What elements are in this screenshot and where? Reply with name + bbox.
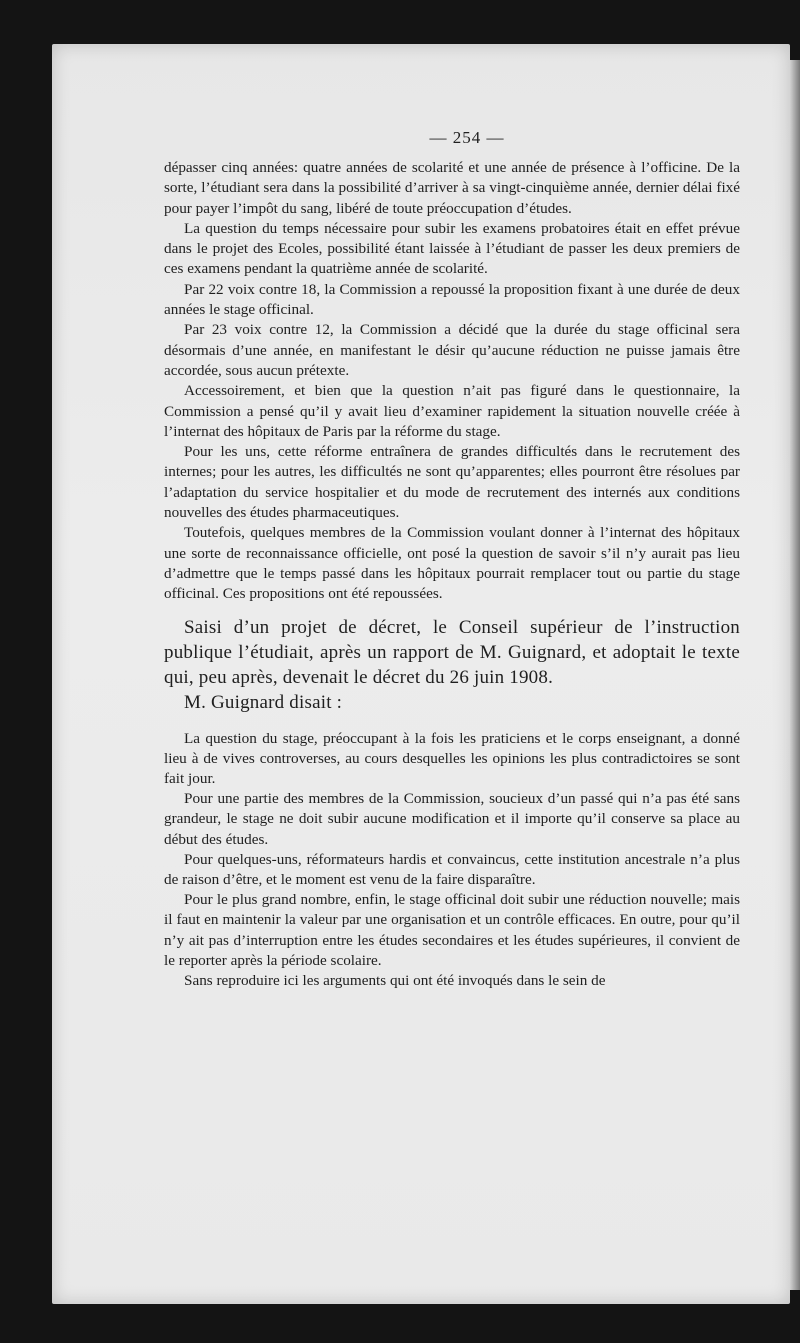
quote-paragraph: Pour quelques-uns, réformateurs hardis et convaincus, cette institution ancestrale n’a plus de raison d’être, et le moment est venu de la faire disparaître. [164,850,740,888]
quote-paragraph: Pour le plus grand nombre, enfin, le stage officinal doit subir une réduction nouvelle; mais il faut en maintenir la valeur par une organisation et un contrôle efficaces. En outre, pour qu’il n’y ait pas d’interruption entre les études secondaires et les études supérieures, il convient de le reporter après la période scolaire. [164,891,740,969]
page-content [164,128,740,991]
paragraph: Toutefois, quelques membres de la Commission voulant donner à l’internat des hôpitaux une sorte de reconnaissance officielle, ont posé la question de savoir s’il n’y aurait pas lieu d’admettre que le temps passé dans les hôpitaux pourrait remplacer tout ou partie du stage officinal. Ces propositions ont été repoussées. [164,524,740,603]
page-number: — 254 — [429,128,505,147]
paragraph: Par 22 voix contre 18, la Commission a repoussé la proposition fixant à une durée de deux années le stage officinal. [164,280,740,319]
paragraph: Accessoirement, et bien que la question n’ait pas figuré dans le questionnaire, la Commission a pensé qu’il y avait lieu d’examiner rapidement la situation nouvelle créée à l’internat des hôpitaux de Paris par la réforme du stage. [164,382,740,440]
quote-paragraph: Sans reproduire ici les arguments qui ont été invoqués dans le sein de [184,971,606,989]
quote-paragraph: La question du stage, préoccupant à la fois les praticiens et le corps enseignant, a donné lieu à de vives controverses, au cours desquelles les opinions les plus contradictoires se sont fait jour. [164,729,740,787]
speaker-intro: M. Guignard disait : [184,691,343,713]
paragraph: Par 23 voix contre 12, la Commission a décidé que la durée du stage officinal sera désormais d’une année, en manifestant le désir qu’aucune réduction ne puisse jamais être accordée, sous aucun prétexte. [164,321,740,379]
narrative-text [164,615,740,715]
paragraph: Pour les uns, cette réforme entraînera de grandes difficultés dans le recrutement des internes; pour les autres, les difficultés ne sont qu’apparentes; elles pourront être résolues par l’adaptation du service hospitalier et du mode de recrutement des internés aux conditions nouvelles des études pharmaceutiques. [164,443,740,522]
narrative-paragraph: Saisi d’un projet de décret, le Conseil supérieur de l’instruction publique l’étudiait, après un rapport de M. Guignard, et adoptait le texte qui, peu après, devenait le décret du 26 juin 1908. [164,616,740,688]
quoted-report [164,729,740,992]
quote-paragraph: Pour une partie des membres de la Commission, soucieux d’un passé qui n’a pas été sans grandeur, le stage ne doit subir aucune modification et il importe qu’il conserve sa place au début des études. [164,790,740,848]
report-text [164,158,740,605]
paragraph: La question du temps nécessaire pour subir les examens probatoires était en effet prévue dans le projet des Ecoles, possibilité étant laissée à l’étudiant de passer les deux premiers de ces examens pendant la quatrième année de scolarité. [164,219,740,278]
paragraph: dépasser cinq années: quatre années de scolarité et une année de présence à l’officine. De la sorte, l’étudiant sera dans la possibilité d’arriver à sa vingt-cinquième année, dernier délai fixé pour payer l’impôt du sang, libéré de toute préoccupation d’études. [164,159,740,217]
